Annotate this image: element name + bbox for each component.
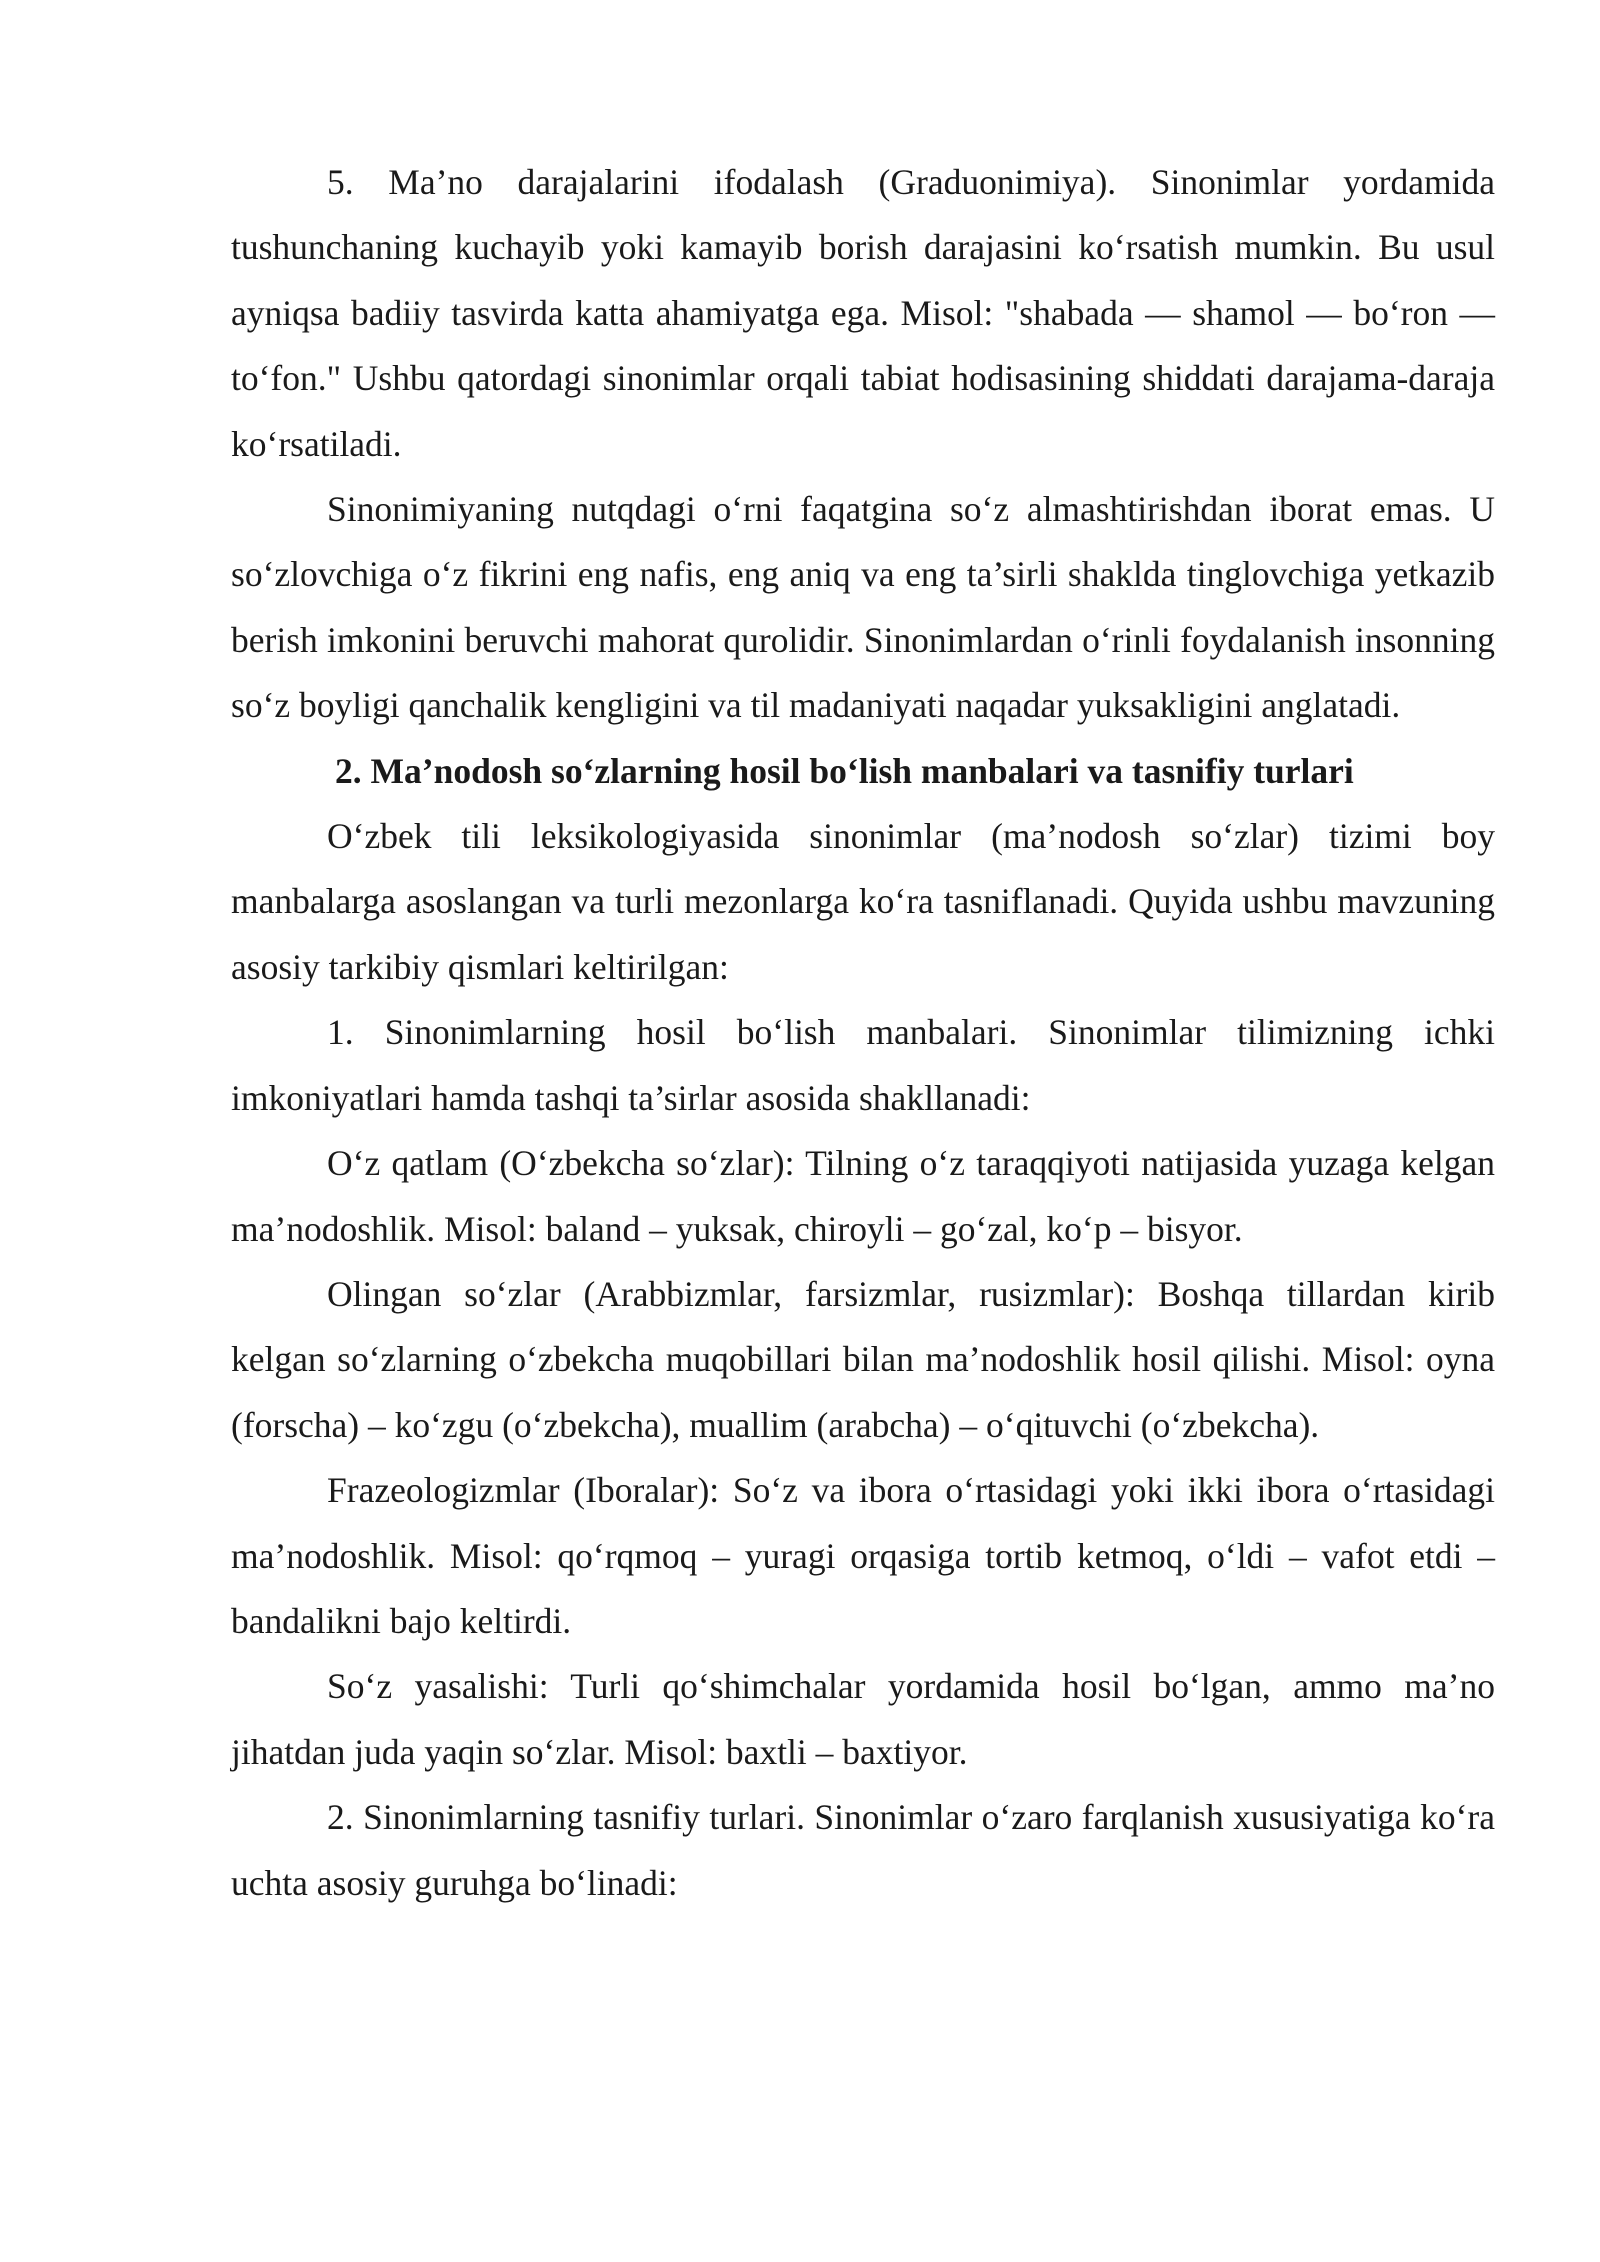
- paragraph-graduonimiya: 5. Ma’no darajalarini ifodalash (Graduonimiya). Sinonimlar yordamida tushunchaning kuchayib yoki kamayib borish darajasini ko‘rsatish mumkin. Bu usul ayniqsa badiiy tasvirda katta ahamiyatga ega. Misol: "shabada — shamol — bo‘ron — to‘fon." Ushbu qatordagi sinonimlar orqali tabiat hodisasining shiddati darajama-daraja ko‘rsatiladi.: [231, 162, 1495, 464]
- paragraph-tasnifiy-turlar: 2. Sinonimlarning tasnifiy turlari. Sinonimlar o‘zaro farqlanish xususiyatiga ko‘ra uchta asosiy guruhga bo‘linadi:: [231, 1797, 1495, 1903]
- paragraph-frazeologizmlar: Frazeologizmlar (Iboralar): So‘z va ibora o‘rtasidagi yoki ikki ibora o‘rtasidagi ma’nodoshlik. Misol: qo‘rqmoq – yuragi orqasiga tortib ketmoq, o‘ldi – vafot etdi – bandalikni bajo keltirdi.: [231, 1470, 1495, 1641]
- paragraph-intro: O‘zbek tili leksikologiyasida sinonimlar (ma’nodosh so‘zlar) tizimi boy manbalarga asoslangan va turli mezonlarga ko‘ra tasniflanadi. Quyida ushbu mavzuning asosiy tarkibiy qismlari keltirilgan:: [231, 816, 1495, 987]
- section-heading: 2. Ma’nodosh so‘zlarning hosil bo‘lish manbalari va tasnifiy turlari: [335, 750, 1354, 791]
- paragraph-olingan-sozlar: Olingan so‘zlar (Arabbizmlar, farsizmlar, rusizmlar): Boshqa tillardan kirib kelgan so‘zlarning o‘zbekcha muqobillari bilan ma’nodoshlik hosil qilishi. Misol: oyna (forscha) – ko‘zgu (o‘zbekcha), muallim (arabcha) – o‘qituvchi (o‘zbekcha).: [231, 1273, 1495, 1445]
- document-page: [231, 150, 1495, 1916]
- paragraph-manbalar: 1. Sinonimlarning hosil bo‘lish manbalari. Sinonimlar tilimizning ichki imkoniyatlari hamda tashqi ta’sirlar asosida shakllanadi:: [231, 1012, 1495, 1118]
- paragraph-oz-qatlam: O‘z qatlam (O‘zbekcha so‘zlar): Tilning o‘z taraqqiyoti natijasida yuzaga kelgan ma’nodoshlik. Misol: baland – yuksak, chiroyli – go‘zal, ko‘p – bisyor.: [231, 1143, 1495, 1249]
- paragraph-sinonimiya-orni: Sinonimiyaning nutqdagi o‘rni faqatgina so‘z almashtirishdan iborat emas. U so‘zlovchiga o‘z fikrini eng nafis, eng aniq va eng ta’sirli shaklda tinglovchiga yetkazib berish imkonini beruvchi mahorat qurolidir. Sinonimlardan o‘rinli foydalanish insonning so‘z boyligi qanchalik kengligini va til madaniyati naqadar yuksakligini anglatadi.: [231, 489, 1495, 726]
- paragraph-soz-yasalishi: So‘z yasalishi: Turli qo‘shimchalar yordamida hosil bo‘lgan, ammo ma’no jihatdan juda yaqin so‘zlar. Misol: baxtli – baxtiyor.: [231, 1666, 1495, 1772]
